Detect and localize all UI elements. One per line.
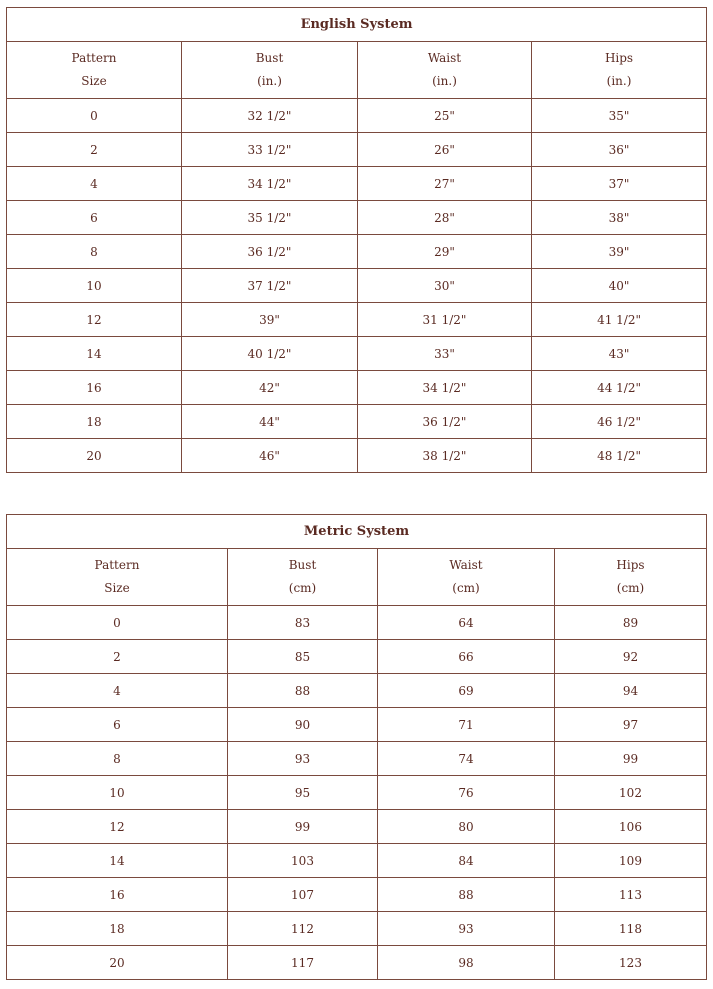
bust-cell: 88 xyxy=(228,674,378,708)
table-row xyxy=(7,776,707,810)
metric-size-table xyxy=(6,514,707,980)
bust-cell: 32 1/2" xyxy=(182,99,358,133)
table-row xyxy=(7,742,707,776)
pattern-size-cell: 12 xyxy=(7,810,228,844)
pattern-size-cell: 18 xyxy=(7,405,182,439)
waist-cell: 38 1/2" xyxy=(358,439,532,473)
waist-header: Waist (in.) xyxy=(358,42,532,99)
hips-cell: 36" xyxy=(532,133,707,167)
bust-cell: 36 1/2" xyxy=(182,235,358,269)
table-row xyxy=(7,844,707,878)
pattern-size-cell: 6 xyxy=(7,201,182,235)
english-header-row xyxy=(7,42,707,99)
hips-cell: 44 1/2" xyxy=(532,371,707,405)
waist-header: Waist (cm) xyxy=(378,549,555,606)
pattern-size-cell: 8 xyxy=(7,235,182,269)
bust-cell: 93 xyxy=(228,742,378,776)
bust-cell: 112 xyxy=(228,912,378,946)
pattern-size-cell: 0 xyxy=(7,606,228,640)
waist-cell: 34 1/2" xyxy=(358,371,532,405)
table-row xyxy=(7,912,707,946)
bust-cell: 42" xyxy=(182,371,358,405)
hips-cell: 41 1/2" xyxy=(532,303,707,337)
hips-cell: 102 xyxy=(555,776,707,810)
table-row xyxy=(7,708,707,742)
bust-cell: 39" xyxy=(182,303,358,337)
pattern-size-header: Pattern Size xyxy=(7,42,182,99)
waist-cell: 28" xyxy=(358,201,532,235)
bust-header: Bust (in.) xyxy=(182,42,358,99)
table-row xyxy=(7,303,707,337)
table-row xyxy=(7,606,707,640)
waist-cell: 88 xyxy=(378,878,555,912)
hips-cell: 37" xyxy=(532,167,707,201)
table-row xyxy=(7,99,707,133)
hips-cell: 89 xyxy=(555,606,707,640)
pattern-size-cell: 2 xyxy=(7,640,228,674)
hips-cell: 118 xyxy=(555,912,707,946)
bust-cell: 95 xyxy=(228,776,378,810)
metric-table-title: Metric System xyxy=(7,515,707,549)
waist-cell: 80 xyxy=(378,810,555,844)
hips-cell: 38" xyxy=(532,201,707,235)
bust-cell: 46" xyxy=(182,439,358,473)
table-row xyxy=(7,878,707,912)
pattern-size-cell: 16 xyxy=(7,878,228,912)
pattern-size-cell: 4 xyxy=(7,167,182,201)
bust-cell: 103 xyxy=(228,844,378,878)
hips-cell: 109 xyxy=(555,844,707,878)
pattern-size-cell: 18 xyxy=(7,912,228,946)
table-row xyxy=(7,201,707,235)
hips-cell: 97 xyxy=(555,708,707,742)
waist-cell: 69 xyxy=(378,674,555,708)
pattern-size-cell: 14 xyxy=(7,337,182,371)
bust-cell: 90 xyxy=(228,708,378,742)
hips-cell: 113 xyxy=(555,878,707,912)
pattern-size-cell: 8 xyxy=(7,742,228,776)
waist-cell: 76 xyxy=(378,776,555,810)
hips-cell: 94 xyxy=(555,674,707,708)
pattern-size-cell: 6 xyxy=(7,708,228,742)
hips-cell: 92 xyxy=(555,640,707,674)
table-row xyxy=(7,405,707,439)
hips-cell: 35" xyxy=(532,99,707,133)
bust-cell: 85 xyxy=(228,640,378,674)
table-row xyxy=(7,946,707,980)
bust-header: Bust (cm) xyxy=(228,549,378,606)
waist-cell: 93 xyxy=(378,912,555,946)
pattern-size-cell: 2 xyxy=(7,133,182,167)
hips-cell: 123 xyxy=(555,946,707,980)
table-row xyxy=(7,439,707,473)
table-row xyxy=(7,337,707,371)
metric-header-row xyxy=(7,549,707,606)
table-row xyxy=(7,167,707,201)
bust-cell: 44" xyxy=(182,405,358,439)
bust-cell: 33 1/2" xyxy=(182,133,358,167)
table-row xyxy=(7,235,707,269)
pattern-size-cell: 0 xyxy=(7,99,182,133)
waist-cell: 26" xyxy=(358,133,532,167)
bust-cell: 83 xyxy=(228,606,378,640)
hips-header: Hips (cm) xyxy=(555,549,707,606)
bust-cell: 117 xyxy=(228,946,378,980)
pattern-size-cell: 14 xyxy=(7,844,228,878)
waist-cell: 64 xyxy=(378,606,555,640)
waist-cell: 30" xyxy=(358,269,532,303)
english-size-table xyxy=(6,7,707,473)
waist-cell: 66 xyxy=(378,640,555,674)
pattern-size-cell: 10 xyxy=(7,776,228,810)
bust-cell: 35 1/2" xyxy=(182,201,358,235)
bust-cell: 99 xyxy=(228,810,378,844)
hips-header: Hips (in.) xyxy=(532,42,707,99)
waist-cell: 36 1/2" xyxy=(358,405,532,439)
table-row xyxy=(7,810,707,844)
pattern-size-cell: 16 xyxy=(7,371,182,405)
pattern-size-cell: 4 xyxy=(7,674,228,708)
bust-cell: 37 1/2" xyxy=(182,269,358,303)
hips-cell: 40" xyxy=(532,269,707,303)
waist-cell: 29" xyxy=(358,235,532,269)
table-row xyxy=(7,269,707,303)
hips-cell: 106 xyxy=(555,810,707,844)
waist-cell: 33" xyxy=(358,337,532,371)
hips-cell: 43" xyxy=(532,337,707,371)
hips-cell: 99 xyxy=(555,742,707,776)
table-row xyxy=(7,674,707,708)
table-row xyxy=(7,133,707,167)
waist-cell: 84 xyxy=(378,844,555,878)
pattern-size-cell: 10 xyxy=(7,269,182,303)
hips-cell: 48 1/2" xyxy=(532,439,707,473)
pattern-size-cell: 20 xyxy=(7,439,182,473)
pattern-size-cell: 20 xyxy=(7,946,228,980)
table-row xyxy=(7,371,707,405)
table-row xyxy=(7,640,707,674)
english-table-title: English System xyxy=(7,8,707,42)
pattern-size-header: Pattern Size xyxy=(7,549,228,606)
waist-cell: 98 xyxy=(378,946,555,980)
waist-cell: 27" xyxy=(358,167,532,201)
pattern-size-cell: 12 xyxy=(7,303,182,337)
waist-cell: 25" xyxy=(358,99,532,133)
waist-cell: 74 xyxy=(378,742,555,776)
bust-cell: 34 1/2" xyxy=(182,167,358,201)
hips-cell: 39" xyxy=(532,235,707,269)
bust-cell: 40 1/2" xyxy=(182,337,358,371)
waist-cell: 31 1/2" xyxy=(358,303,532,337)
hips-cell: 46 1/2" xyxy=(532,405,707,439)
bust-cell: 107 xyxy=(228,878,378,912)
waist-cell: 71 xyxy=(378,708,555,742)
